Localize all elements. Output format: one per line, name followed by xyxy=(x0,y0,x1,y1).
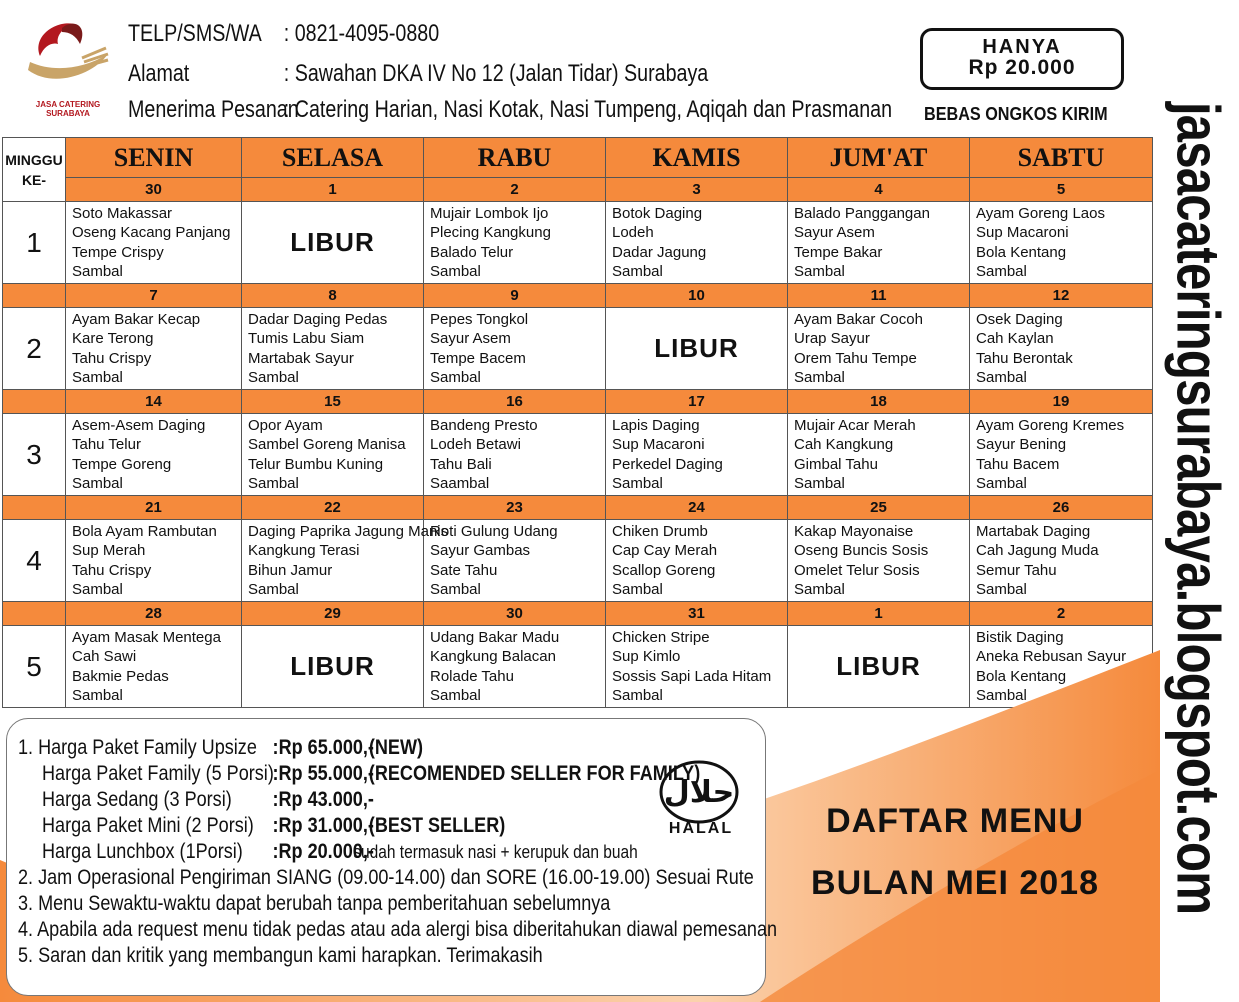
menu-cell xyxy=(242,626,424,708)
date-cell: 18 xyxy=(788,390,970,414)
menu-item: Sambal xyxy=(794,369,845,386)
menu-item: Soto Makassar xyxy=(72,204,173,222)
menu-item: Sambal xyxy=(248,369,299,386)
date-row-spacer xyxy=(3,390,66,414)
menu-item: Bola Kentang xyxy=(976,243,1067,261)
menu-item: Mujair Acar Merah xyxy=(794,416,916,434)
holiday-label: LIBUR xyxy=(654,333,739,363)
menu-item: Rolade Tahu xyxy=(430,667,514,685)
price-label: HANYA xyxy=(982,36,1062,58)
menu-item: Sambal xyxy=(794,475,845,492)
menu-item: Kakap Mayonaise xyxy=(794,522,914,540)
date-cell: 26 xyxy=(970,496,1153,520)
table-row xyxy=(3,626,1153,708)
date-cell: 25 xyxy=(788,496,970,520)
menu-item: Cah Kangkung xyxy=(794,436,894,453)
date-cell: 2 xyxy=(424,178,606,202)
menu-item: Oseng Kacang Panjang xyxy=(72,224,231,241)
week-header: MINGGU KE- xyxy=(3,138,66,202)
menu-item: Osek Daging xyxy=(976,310,1063,328)
menu-cell xyxy=(788,308,970,390)
menu-item: Omelet Telur Sosis xyxy=(794,561,920,579)
price-line-tag: (NEW) xyxy=(368,736,424,759)
menu-item: Saambal xyxy=(430,475,490,492)
menu-item: Bola Ayam Rambutan xyxy=(72,522,217,540)
menu-cell xyxy=(242,414,424,496)
day-header: SENIN xyxy=(66,138,242,178)
date-cell: 11 xyxy=(788,284,970,308)
menu-item: Opor Ayam xyxy=(248,416,323,434)
menu-item: Sambal xyxy=(976,687,1027,704)
menu-item: Tahu Bacem xyxy=(976,455,1060,473)
table-row xyxy=(3,520,1153,602)
logo-text: JASA CATERING SURABAYA xyxy=(35,100,101,118)
date-cell: 7 xyxy=(66,284,242,308)
menu-item: Sambal xyxy=(72,687,123,704)
menu-item: Balado Panggangan xyxy=(794,204,930,222)
contact-value: : Catering Harian, Nasi Kotak, Nasi Tumpeng, Aqiqah dan Prasmanan xyxy=(283,96,893,123)
menu-cell xyxy=(606,520,788,602)
halal-arabic-text: حلال xyxy=(663,775,735,810)
menu-item: Udang Bakar Madu xyxy=(430,628,560,646)
menu-cell xyxy=(242,520,449,602)
price-line xyxy=(42,762,701,786)
menu-item: Chiken Drumb xyxy=(612,522,708,540)
week-number: 2 xyxy=(3,308,66,390)
date-cell: 12 xyxy=(970,284,1153,308)
menu-item: Sambal xyxy=(612,475,663,492)
menu-item: Bistik Daging xyxy=(976,628,1064,646)
price-line-tag: sudah termasuk nasi + kerupuk dan buah xyxy=(353,842,638,862)
note-line: 4. Apabila ada request menu tidak pedas atau ada alergi bisa diberitahukan diawal pemesanan xyxy=(18,918,778,941)
menu-item: Telur Bumbu Kuning xyxy=(248,455,384,473)
menu-item: Tahu Crispy xyxy=(72,561,152,579)
menu-item: Sambal xyxy=(248,581,299,598)
date-cell: 5 xyxy=(970,178,1153,202)
menu-cell xyxy=(970,308,1153,390)
menu-item: Perkedel Daging xyxy=(612,455,723,473)
price-line-value: :Rp 31.000,- xyxy=(272,814,374,837)
menu-item: Pepes Tongkol xyxy=(430,310,529,328)
date-cell: 31 xyxy=(606,602,788,626)
menu-cell xyxy=(424,308,606,390)
price-line-tag: (BEST SELLER) xyxy=(368,814,506,837)
date-cell: 19 xyxy=(970,390,1153,414)
menu-item: Sambal xyxy=(430,263,481,280)
menu-item: Sambal xyxy=(976,369,1027,386)
menu-item: Mujair Lombok Ijo xyxy=(430,204,549,222)
menu-item: Sambal xyxy=(976,263,1027,280)
contact-label: Menerima Pesanan xyxy=(128,96,299,123)
price-line-value: :Rp 65.000,- xyxy=(272,736,374,759)
menu-item: Sambal xyxy=(430,581,481,598)
menu-item: Ayam Bakar Cocoh xyxy=(794,310,923,328)
menu-item: Lodeh xyxy=(612,224,654,241)
menu-item: Chicken Stripe xyxy=(612,628,710,646)
menu-item: Balado Telur xyxy=(430,243,514,261)
date-cell: 23 xyxy=(424,496,606,520)
date-cell: 1 xyxy=(242,178,424,202)
price-line xyxy=(18,736,424,760)
menu-item: Urap Sayur xyxy=(794,330,870,347)
menu-item: Sambal xyxy=(976,581,1027,598)
menu-item: Tahu Berontak xyxy=(976,349,1073,367)
date-row xyxy=(3,496,1153,520)
table-row xyxy=(3,308,1153,390)
menu-item: Semur Tahu xyxy=(976,561,1057,579)
menu-item: Sossis Sapi Lada Hitam xyxy=(612,667,772,685)
menu-item: Sambal xyxy=(430,369,481,386)
date-row xyxy=(3,284,1153,308)
menu-item: Daging Paprika Jagung Manis xyxy=(248,522,449,540)
menu-cell xyxy=(788,626,970,708)
menu-item: Sayur Asem xyxy=(430,330,511,347)
menu-item: Tempe Bakar xyxy=(794,243,883,261)
menu-cell xyxy=(788,414,970,496)
menu-cell xyxy=(242,202,424,284)
date-cell: 29 xyxy=(242,602,424,626)
price-value: Rp 20.000 xyxy=(968,56,1076,79)
menu-item: Tempe Goreng xyxy=(72,455,172,473)
date-cell: 15 xyxy=(242,390,424,414)
menu-item: Sayur Gambas xyxy=(430,542,531,559)
menu-item: Aneka Rebusan Sayur xyxy=(976,648,1127,665)
date-cell: 14 xyxy=(66,390,242,414)
menu-item: Ayam Goreng Laos xyxy=(976,204,1105,222)
table-row xyxy=(3,202,1153,284)
menu-item: Sambal xyxy=(72,369,123,386)
menu-item: Scallop Goreng xyxy=(612,561,716,579)
menu-item: Bakmie Pedas xyxy=(72,667,169,685)
date-row xyxy=(3,602,1153,626)
menu-item: Cah Jagung Muda xyxy=(976,542,1099,559)
date-row-spacer xyxy=(3,496,66,520)
date-row xyxy=(3,390,1153,414)
menu-item: Tahu Crispy xyxy=(72,349,152,367)
week-number: 3 xyxy=(3,414,66,496)
date-cell: 16 xyxy=(424,390,606,414)
menu-item: Lodeh Betawi xyxy=(430,436,521,453)
menu-cell xyxy=(424,520,606,602)
price-line-label: Harga Paket Mini (2 Porsi) xyxy=(42,814,254,837)
table-row xyxy=(3,414,1153,496)
menu-item: Dadar Daging Pedas xyxy=(248,310,388,328)
note-line: 5. Saran dan kritik yang membangun kami harapkan. Terimakasih xyxy=(18,944,543,967)
menu-item: Kangkung Balacan xyxy=(430,648,556,665)
menu-item: Asem-Asem Daging xyxy=(72,416,206,434)
menu-item: Sambal xyxy=(72,475,123,492)
price-line xyxy=(42,840,638,864)
menu-cell xyxy=(970,520,1153,602)
menu-item: Gimbal Tahu xyxy=(794,455,878,473)
menu-item: Martabak Daging xyxy=(976,522,1091,540)
title-line-2: BULAN MEI 2018 xyxy=(811,864,1099,902)
menu-item: Ayam Goreng Kremes xyxy=(976,416,1125,434)
menu-item: Sambal xyxy=(248,475,299,492)
menu-cell xyxy=(606,202,788,284)
price-line-value: :Rp 20.000,- xyxy=(272,840,374,863)
price-line-label: Harga Lunchbox (1Porsi) xyxy=(42,840,243,863)
menu-item: Kangkung Terasi xyxy=(248,542,360,559)
menu-item: Cah Sawi xyxy=(72,648,137,665)
day-header: SELASA xyxy=(242,138,424,178)
menu-table xyxy=(2,137,1153,708)
date-row xyxy=(3,178,1153,202)
menu-item: Oseng Buncis Sosis xyxy=(794,542,929,559)
menu-item: Tahu Bali xyxy=(430,455,492,473)
menu-item: Sambal xyxy=(612,263,663,280)
menu-item: Ayam Masak Mentega xyxy=(72,628,221,646)
date-cell: 28 xyxy=(66,602,242,626)
date-cell: 30 xyxy=(66,178,242,202)
menu-cell xyxy=(970,414,1153,496)
date-cell: 4 xyxy=(788,178,970,202)
menu-item: Sambal xyxy=(612,687,663,704)
contact-value: : 0821-4095-0880 xyxy=(283,20,440,47)
price-line-tag: (RECOMENDED SELLER FOR FAMILY) xyxy=(368,762,701,785)
week-number: 1 xyxy=(3,202,66,284)
menu-item: Sambel Goreng Manisa xyxy=(248,436,406,453)
menu-item: Sambal xyxy=(72,263,123,280)
menu-item: Roti Gulung Udang xyxy=(430,522,558,540)
menu-item: Sate Tahu xyxy=(430,561,498,579)
date-cell: 24 xyxy=(606,496,788,520)
menu-item: Sup Macaroni xyxy=(612,436,705,453)
menu-cell xyxy=(242,308,424,390)
menu-item: Tumis Labu Siam xyxy=(248,330,365,347)
date-cell: 9 xyxy=(424,284,606,308)
menu-cell xyxy=(970,202,1153,284)
title-line-1: DAFTAR MENU xyxy=(826,802,1084,840)
menu-item: Orem Tahu Tempe xyxy=(794,349,917,367)
day-header: KAMIS xyxy=(606,138,788,178)
menu-cell xyxy=(66,308,242,390)
menu-cell xyxy=(424,202,606,284)
menu-item: Lapis Daging xyxy=(612,416,700,434)
menu-item: Ayam Bakar Kecap xyxy=(72,310,201,328)
menu-item: Sup Kimlo xyxy=(612,648,681,665)
holiday-label: LIBUR xyxy=(836,651,921,681)
menu-item: Sayur Asem xyxy=(794,224,875,241)
note-line: 3. Menu Sewaktu-waktu dapat berubah tanpa pemberitahuan sebelumnya xyxy=(18,892,611,915)
menu-item: Martabak Sayur xyxy=(248,349,354,367)
menu-cell xyxy=(66,414,242,496)
menu-cell xyxy=(66,626,242,708)
menu-title xyxy=(805,790,1105,914)
note-line: 2. Jam Operasional Pengiriman SIANG (09.00-14.00) dan SORE (16.00-19.00) Sesuai Rute xyxy=(18,866,754,889)
date-row-spacer xyxy=(3,602,66,626)
week-number: 5 xyxy=(3,626,66,708)
halal-label: HALAL xyxy=(668,820,734,837)
menu-item: Sambal xyxy=(976,475,1027,492)
day-header: JUM'AT xyxy=(788,138,970,178)
date-cell: 3 xyxy=(606,178,788,202)
menu-item: Sambal xyxy=(430,687,481,704)
menu-item: Bola Kentang xyxy=(976,667,1067,685)
price-line-value: :Rp 55.000,- xyxy=(272,762,374,785)
contact-value: : Sawahan DKA IV No 12 (Jalan Tidar) Surabaya xyxy=(283,60,709,87)
price-line-label: Harga Sedang (3 Porsi) xyxy=(42,788,232,811)
menu-item: Kare Terong xyxy=(72,330,154,347)
holiday-label: LIBUR xyxy=(290,227,375,257)
menu-cell xyxy=(606,626,788,708)
menu-item: Sayur Bening xyxy=(976,436,1067,453)
blog-url xyxy=(1164,20,1232,995)
menu-cell xyxy=(66,202,242,284)
menu-item: Tempe Crispy xyxy=(72,243,164,261)
price-line-label: 1. Harga Paket Family Upsize xyxy=(18,736,257,759)
menu-cell xyxy=(66,520,242,602)
date-cell: 1 xyxy=(788,602,970,626)
date-cell: 22 xyxy=(242,496,424,520)
price-line xyxy=(42,788,374,812)
menu-item: Botok Daging xyxy=(612,204,703,222)
menu-cell xyxy=(424,626,606,708)
day-header: RABU xyxy=(424,138,606,178)
menu-item: Bandeng Presto xyxy=(430,416,538,434)
price-badge xyxy=(920,28,1124,90)
menu-item: Cah Kaylan xyxy=(976,330,1054,347)
date-cell: 21 xyxy=(66,496,242,520)
menu-item: Sambal xyxy=(794,581,845,598)
price-line-value: :Rp 43.000,- xyxy=(272,788,374,811)
menu-item: Sambal xyxy=(72,581,123,598)
free-shipping-text: BEBAS ONGKOS KIRIM xyxy=(924,104,1108,124)
price-line xyxy=(42,814,506,838)
menu-item: Sup Merah xyxy=(72,542,146,559)
menu-item: Plecing Kangkung xyxy=(430,224,551,241)
blog-url-text: jasacateringsurabaya.blogspot.com xyxy=(1164,101,1232,914)
menu-cell xyxy=(606,414,788,496)
menu-cell xyxy=(788,202,970,284)
price-line-label: Harga Paket Family (5 Porsi) xyxy=(42,762,274,785)
date-cell: 17 xyxy=(606,390,788,414)
menu-item: Dadar Jagung xyxy=(612,243,707,261)
menu-item: Tahu Telur xyxy=(72,436,141,453)
date-cell: 30 xyxy=(424,602,606,626)
menu-cell xyxy=(606,308,788,390)
menu-cell xyxy=(424,414,606,496)
date-row-spacer xyxy=(3,284,66,308)
menu-item: Cap Cay Merah xyxy=(612,542,718,559)
contact-label: TELP/SMS/WA xyxy=(128,20,262,47)
date-cell: 2 xyxy=(970,602,1153,626)
menu-item: Sambal xyxy=(612,581,663,598)
menu-item: Bihun Jamur xyxy=(248,561,333,579)
week-number: 4 xyxy=(3,520,66,602)
menu-item: Sup Macaroni xyxy=(976,224,1069,241)
menu-cell xyxy=(788,520,970,602)
date-cell: 8 xyxy=(242,284,424,308)
menu-item: Tempe Bacem xyxy=(430,349,526,367)
holiday-label: LIBUR xyxy=(290,651,375,681)
contact-label: Alamat xyxy=(128,60,190,87)
date-cell: 10 xyxy=(606,284,788,308)
day-header: SABTU xyxy=(970,138,1153,178)
menu-item: Sambal xyxy=(794,263,845,280)
